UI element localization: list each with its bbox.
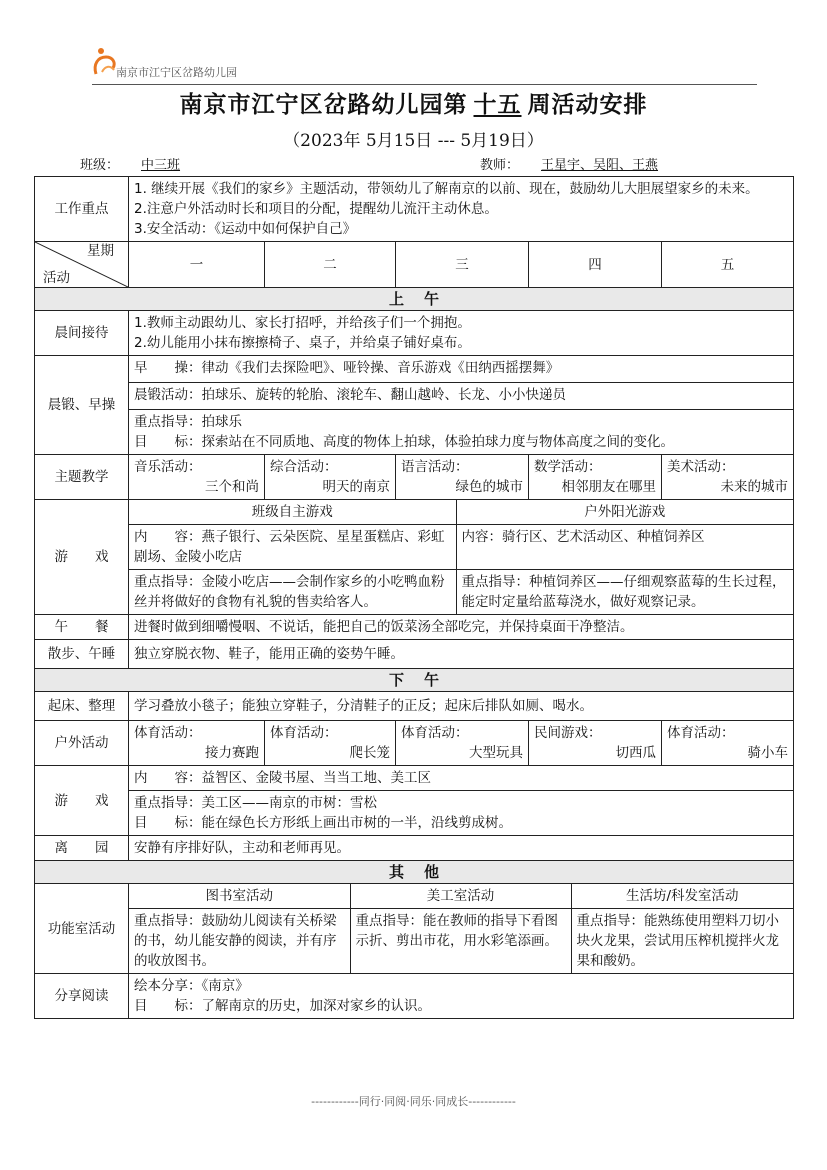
- section-afternoon: 下午: [35, 669, 794, 692]
- wakeup-row: [35, 692, 794, 721]
- outdoor-row: [35, 721, 794, 766]
- art-room-title: 美工室活动: [350, 884, 571, 909]
- leave-label: 离 园: [35, 836, 129, 861]
- section-morning: 上午: [35, 288, 794, 311]
- day-thu: 四: [529, 242, 662, 288]
- reading-label: 分享阅读: [35, 974, 129, 1019]
- function-room-row: [35, 884, 794, 974]
- teaching-item: 数学活动： 相邻朋友在哪里: [529, 455, 662, 500]
- class-game-title: 班级自主游戏: [251, 504, 333, 520]
- reception-row: [35, 311, 794, 356]
- kindergarten-logo-icon: [92, 46, 118, 76]
- afternoon-games-row: [35, 766, 794, 836]
- class-value: 中三班: [141, 158, 181, 173]
- function-room-content: [129, 884, 794, 974]
- leave-row: [35, 836, 794, 861]
- afternoon-games-label: 游 戏: [35, 766, 129, 836]
- page-title: 南京市江宁区岔路幼儿园第 十五 周活动安排: [179, 91, 648, 118]
- outdoor-label: 户外活动: [35, 721, 129, 766]
- morning-games-content: [129, 500, 794, 615]
- nap-row: [35, 640, 794, 669]
- day-wed: 三: [396, 242, 529, 288]
- day-mon: 一: [129, 242, 265, 288]
- lunch-content: 进餐时做到细嚼慢咽、不说话，能把自己的饭菜汤全部吃完，并保持桌面干净整洁。: [129, 615, 794, 640]
- life-room-title: 生活坊/科发室活动: [571, 884, 793, 909]
- reception-content: 1.教师主动跟幼儿、家长打招呼，并给孩子们一个拥抱。 2.幼儿能用小抹布擦擦椅子、桌子，并给桌子铺好桌布。: [129, 311, 794, 356]
- wakeup-content: 学习叠放小毯子；能独立穿鞋子，分清鞋子的正反；起床后排队如厕、喝水。: [129, 692, 794, 721]
- outdoor-item: 体育活动： 接力赛跑: [129, 721, 265, 766]
- teaching-item: 美术活动： 未来的城市: [662, 455, 794, 500]
- date-range: （2023年 5月15日 --- 5月19日）: [283, 131, 544, 151]
- outdoor-item: 体育活动： 爬长笼: [265, 721, 396, 766]
- reading-content: 绘本分享：《南京》 目 标：了解南京的历史，加深对家乡的认识。: [129, 974, 794, 1019]
- reading-row: [35, 974, 794, 1019]
- morning-games-row: [35, 500, 794, 615]
- exercise-label: 晨锻、早操: [35, 356, 129, 455]
- school-name: 南京市江宁区岔路幼儿园: [116, 66, 237, 79]
- nap-content: 独立穿脱衣物、鞋子，能用正确的姿势午睡。: [129, 640, 794, 669]
- page-footer: ------------同行·同阅·同乐·同成长------------: [311, 1095, 516, 1108]
- outdoor-item: 体育活动： 骑小车: [662, 721, 794, 766]
- class-game-guide: 重点指导：金陵小吃店——会制作家乡的小吃鸭血粉丝并将做好的食物有礼貌的售卖给客人。: [129, 570, 456, 615]
- week-number: 十五: [473, 91, 522, 118]
- outdoor-item: 民间游戏： 切西瓜: [529, 721, 662, 766]
- outdoor-game-content: 内容：骑行区、艺术活动区、种植饲养区: [456, 525, 793, 570]
- afternoon-games-content: 内 容：益智区、金陵书屋、当当工地、美工区 重点指导：美工区——南京的市树：雪松 目 标：能在绿色长方形纸上画出市树的一半，沿线剪成树。: [129, 766, 794, 836]
- class-info: 班级： 中三班: [80, 154, 202, 173]
- schedule-table: [34, 176, 794, 1019]
- teaching-item: 语言活动： 绿色的城市: [396, 455, 529, 500]
- outdoor-item: 体育活动： 大型玩具: [396, 721, 529, 766]
- page-header: [92, 42, 757, 85]
- diagonal-header-cell: 星期 活动: [35, 242, 129, 288]
- lunch-label: 午 餐: [35, 615, 129, 640]
- teaching-item: 综合活动： 明天的南京: [265, 455, 396, 500]
- day-header-row: [35, 242, 794, 288]
- teaching-label: 主题教学: [35, 455, 129, 500]
- teaching-item: 音乐活动： 三个和尚: [129, 455, 265, 500]
- focus-content: 1. 继续开展《我们的家乡》主题活动，带领幼儿了解南京的以前、现在，鼓励幼儿大胆展望家乡的未来。 2.注意户外活动时长和项目的分配，提醒幼儿流汗主动休息。 3.安全活动：《运动中如何保护自己》: [129, 177, 794, 242]
- lunch-row: [35, 615, 794, 640]
- library-text: 重点指导：鼓励幼儿阅读有关桥梁的书，幼儿能安静的阅读，并有序的收放图书。: [129, 909, 350, 974]
- reception-label: 晨间接待: [35, 311, 129, 356]
- focus-row: [35, 177, 794, 242]
- day-tue: 二: [265, 242, 396, 288]
- nap-label: 散步、午睡: [35, 640, 129, 669]
- leave-content: 安静有序排好队，主动和老师再见。: [129, 836, 794, 861]
- section-other: 其他: [35, 861, 794, 884]
- teacher-info: 教师： 王星宇、吴阳、王燕: [480, 154, 680, 173]
- day-fri: 五: [662, 242, 794, 288]
- focus-label: 工作重点: [35, 177, 129, 242]
- exercise-content: 早 操：律动《我们去探险吧》、哑铃操、音乐游戏《田纳西摇摆舞》 晨锻活动：拍球乐、旋转的轮胎、滚轮车、翻山越岭、长龙、小小快递员 重点指导：拍球乐 目 标：探索站在不同质地、高度的物体上拍球，体验拍球力度与物体高度之间的变化。: [129, 356, 794, 455]
- exercise-row: [35, 356, 794, 455]
- life-room-text: 重点指导：能熟练使用塑料刀切小块火龙果，尝试用压榨机搅拌火龙果和酸奶。: [571, 909, 793, 974]
- outdoor-game-title: 户外阳光游戏: [456, 500, 793, 525]
- function-room-label: 功能室活动: [35, 884, 129, 974]
- library-title: 图书室活动: [205, 888, 273, 904]
- class-game-content: 内 容：燕子银行、云朵医院、星星蛋糕店、彩虹剧场、金陵小吃店: [129, 525, 456, 570]
- wakeup-label: 起床、整理: [35, 692, 129, 721]
- outdoor-game-guide: 重点指导：种植饲养区——仔细观察蓝莓的生长过程，能定时定量给蓝莓浇水，做好观察记录。: [456, 570, 793, 615]
- teaching-row: [35, 455, 794, 500]
- morning-games-label: 游 戏: [35, 500, 129, 615]
- art-room-text: 重点指导：能在教师的指导下看图示折、剪出市花，用水彩笔添画。: [350, 909, 571, 974]
- teacher-value: 王星宇、吴阳、王燕: [541, 158, 659, 173]
